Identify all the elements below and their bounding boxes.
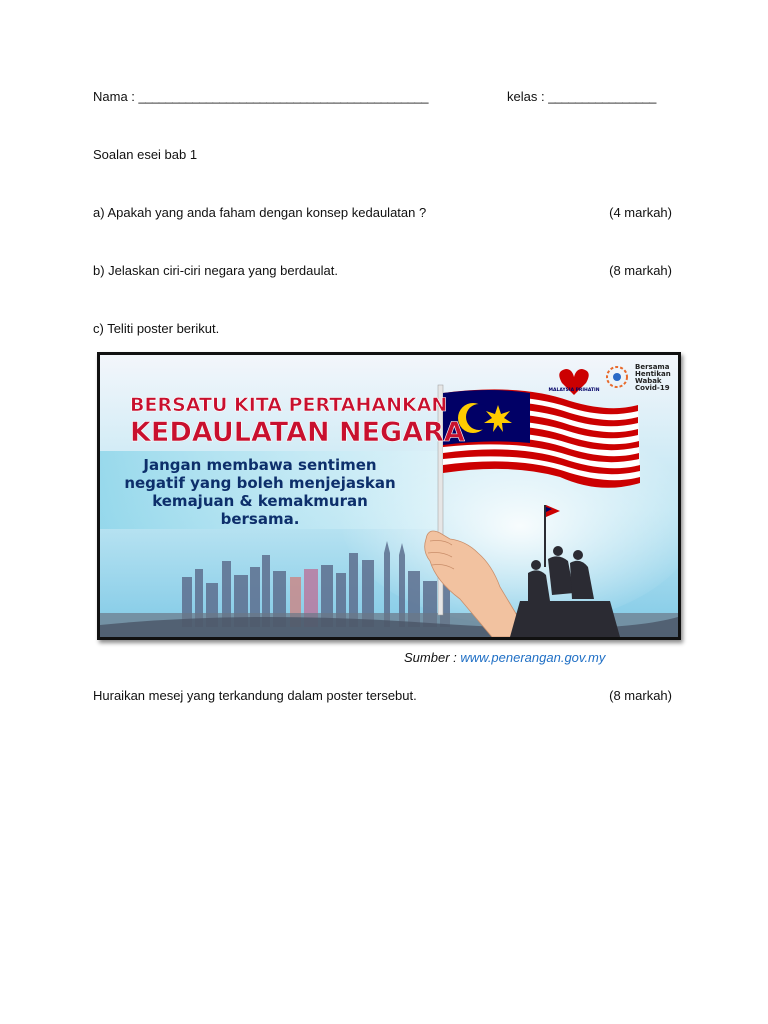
- class-blank[interactable]: ________________: [548, 89, 656, 104]
- poster-headline-2: KEDAULATAN NEGARA: [130, 417, 465, 448]
- name-blank[interactable]: ___________________________________________: [138, 89, 428, 104]
- covid-logo-line-3: Wabak: [635, 377, 662, 385]
- final-question: Huraikan mesej yang terkandung dalam poster tersebut.: [93, 688, 417, 703]
- question-c: c) Teliti poster berikut.: [93, 321, 220, 336]
- covid-logo-line-4: Covid-19: [635, 384, 670, 392]
- question-a: a) Apakah yang anda faham dengan konsep kedaulatan ?: [93, 205, 427, 220]
- poster-message-line-4: bersama.: [220, 510, 300, 528]
- malaysia-prihatin-text: MALAYSIA PRIHATIN: [548, 388, 600, 393]
- covid-logo-line-1: Bersama: [635, 363, 670, 371]
- name-line: [93, 89, 428, 104]
- poster-message-line-3: kemajuan & kemakmuran: [152, 492, 368, 510]
- question-b: b) Jelaskan ciri-ciri negara yang berdaulat.: [93, 263, 338, 278]
- class-line: [507, 89, 656, 104]
- name-label: Nama :: [93, 89, 135, 104]
- source-link[interactable]: www.penerangan.gov.my: [460, 650, 606, 665]
- question-a-marks: (4 markah): [609, 205, 672, 220]
- source-line: [404, 650, 605, 665]
- poster-headline-1: BERSATU KITA PERTAHANKAN: [130, 394, 448, 416]
- poster-message-line-1: Jangan membawa sentimen: [143, 456, 377, 474]
- page-title: Soalan esei bab 1: [93, 147, 198, 162]
- poster-message-line-2: negatif yang boleh menjejaskan: [124, 474, 396, 492]
- question-b-marks: (8 markah): [609, 263, 672, 278]
- poster-image: [97, 352, 681, 640]
- class-label: kelas :: [507, 89, 545, 104]
- final-question-marks: (8 markah): [609, 688, 672, 703]
- covid-logo: [607, 363, 671, 392]
- covid-logo-line-2: Hentikan: [635, 370, 671, 378]
- source-label: Sumber :: [404, 650, 457, 665]
